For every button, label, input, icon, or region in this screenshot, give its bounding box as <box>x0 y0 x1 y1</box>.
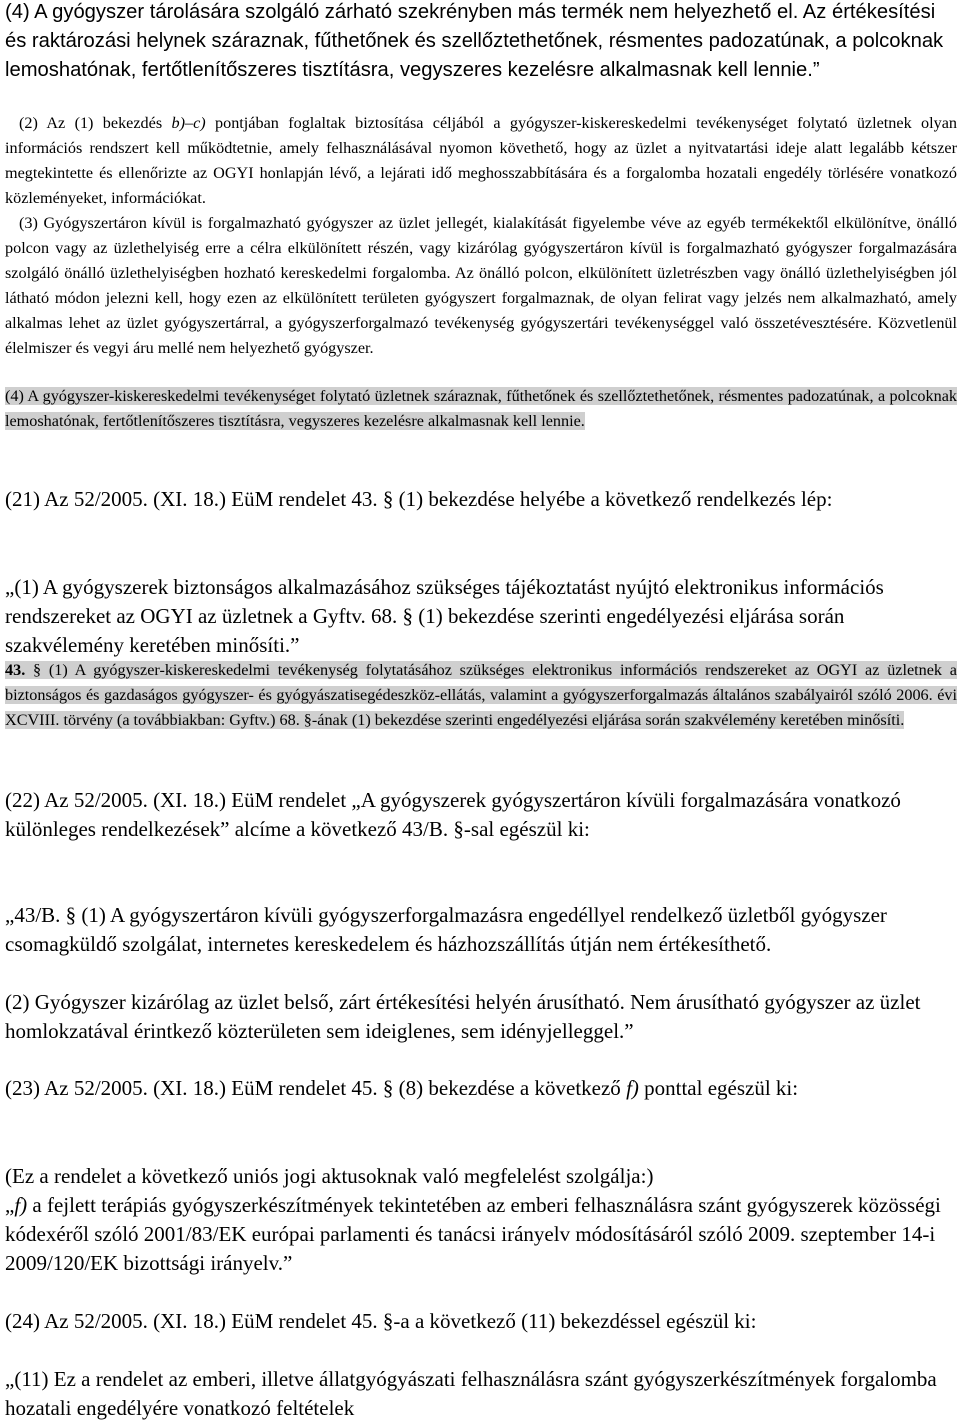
section-22-quote-1: „43/B. § (1) A gyógyszertáron kívüli gyógyszerforgalmazásra engedéllyel rendelkező üzletből gyógyszer csomagküldő szolgálat, internetes kereskedelem és házhozszállítás útján nem értékesíthető. <box>5 903 887 956</box>
paragraph-4-retail-premises <box>5 384 957 434</box>
paragraph-2-information-system <box>5 111 957 211</box>
section-22: (22) Az 52/2005. (XI. 18.) EüM rendelet „A gyógyszerek gyógyszertáron kívüli forgalmazására vonatkozó különleges rendelkezések” alcíme a következő 43/B. §-sal egészül ki: <box>5 788 901 841</box>
section-23-quote-body: „f) a fejlett terápiás gyógyszerkészítmények tekintetében az emberi felhasználásra szánt gyógyszerek közösségi kódexéről szóló 2001/83/EK európai parlamenti és tanácsi irányelv módosításáról szóló 2009. szeptember 14-i 2009/120/EK bizottsági irányelv.” <box>5 1193 941 1275</box>
section-23: (23) Az 52/2005. (XI. 18.) EüM rendelet 45. § (8) bekezdése a következő f) ponttal egészül ki: <box>5 1076 799 1100</box>
section-24: (24) Az 52/2005. (XI. 18.) EüM rendelet 45. §-a a következő (11) bekezdéssel egészül ki: <box>5 1309 757 1333</box>
paragraph-2-points: b)–c) <box>171 114 206 132</box>
section-43-number: 43. <box>5 661 26 679</box>
section-22-quote-2: (2) Gyógyszer kizárólag az üzlet belső, zárt értékesítési helyén árusítható. Nem árusítható gyógyszer az üzlet homlokzatával érintkező közterületen sem ideiglenes, sem idényjelleggel.” <box>5 990 921 1043</box>
section-43-body: § (1) A gyógyszer-kiskereskedelmi tevékenység folytatásához szükséges elektronikus információs rendszereket az OGYI az üzletnek a biztonságos és gazdaságos gyógyszer- és gyógyászatisegédeszköz-ellátás, valamint a gyógyszerforgalmazás általános szabályairól szóló 2006. évi XCVIII. törvény (a továbbiakban: Gyftv.) 68. §-ának (1) bekezdése szerinti engedélyezési eljárása során szakvélemény keretében minősíti. <box>5 661 957 729</box>
paragraph-2-text-a: (2) Az (1) bekezdés <box>19 114 172 132</box>
paragraph-3-separate-shelf <box>5 211 957 361</box>
paragraph-4-storage: (4) A gyógyszer tárolására szolgáló zárható szekrényben más termék nem helyezhető el. Az értékesítési és raktározási helynek száraznak, fűthetőnek és szellőztethetőnek, résmentes padozatúnak, a polcoknak lemoshatónak, fertőtlenítőszeres tisztításra, vegyszeres kezelésre alkalmasnak kell lennie.” <box>5 1 944 81</box>
section-21: (21) Az 52/2005. (XI. 18.) EüM rendelet 43. § (1) bekezdése helyébe a következő rendelkezés lép: <box>5 487 833 511</box>
section-21-quote: „(1) A gyógyszerek biztonságos alkalmazásához szükséges tájékoztatást nyújtó elektronikus információs rendszereket az OGYI az üzletnek a Gyftv. 68. § (1) bekezdése szerinti engedélyezési eljárása során szakvélemény keretében minősíti.” <box>5 575 884 657</box>
paragraph-2-text-c: pontjában foglaltak biztosítása céljából a gyógyszer-kiskereskedelmi tevékenységet folytató üzletnek olyan információs rendszert kell működtetnie, amely felhasználásával nyomon követhető, hogy az üzlet a nyitvatartási ideje alatt legalább kétszer megtekintette és ellenőrizte az OGYI honlapján lévő, a lejárati idő meghosszabbítására és a forgalomba hozatali engedély törlésére vonatkozó közleményeket, információkat. <box>5 114 957 207</box>
paragraph-4-highlighted-text: (4) A gyógyszer-kiskereskedelmi tevékenységet folytató üzletnek száraznak, fűthetőnek és szellőztethetőnek, résmentes padozatúnak, a polcoknak lemoshatónak, fertőtlenítőszeres tisztításra, vegyszeres kezelésre alkalmasnak kell lennie. <box>5 387 957 430</box>
section-43-original-text <box>5 658 957 733</box>
section-23-quote-point: f) <box>14 1193 28 1217</box>
section-23-quote-intro: (Ez a rendelet a következő uniós jogi aktusoknak való megfelelést szolgálja:) <box>5 1164 654 1188</box>
section-23-point: f) <box>626 1076 639 1100</box>
section-24-quote: „(11) Ez a rendelet az emberi, illetve állatgyógyászati felhasználásra szánt gyógyszerkészítmények forgalomba hozatali engedélyére vonatkozó feltételek <box>5 1367 937 1420</box>
paragraph-3-text: (3) Gyógyszertáron kívül is forgalmazható gyógyszer az üzlet jellegét, kialakítását figyelembe véve az egyéb termékektől elkülönítve, önálló polcon vagy az üzlethelyiség erre a célra elkülönített részén, vagy kizárólag gyógyszertáron kívül is forgalmazható gyógyszer forgalmazására szolgáló önálló üzlethelyiségben hozható kereskedelmi forgalomba. Az önálló polcon, elkülönített üzletrészben vagy önálló üzlethelyiségben jól látható módon jelezni kell, hogy ezen az elkülönített területen gyógyszert forgalmaznak, de olyan felirat vagy jelzés nem alkalmazható, amely alkalmas lehet az üzlet gyógyszertárral, a gyógyszerforgalmazó tevékenység gyógyszertári tevékenységgel való összetévesztésére. Közvetlenül élelmiszer és vegyi áru mellé nem helyezhető gyógyszer. <box>5 214 957 357</box>
